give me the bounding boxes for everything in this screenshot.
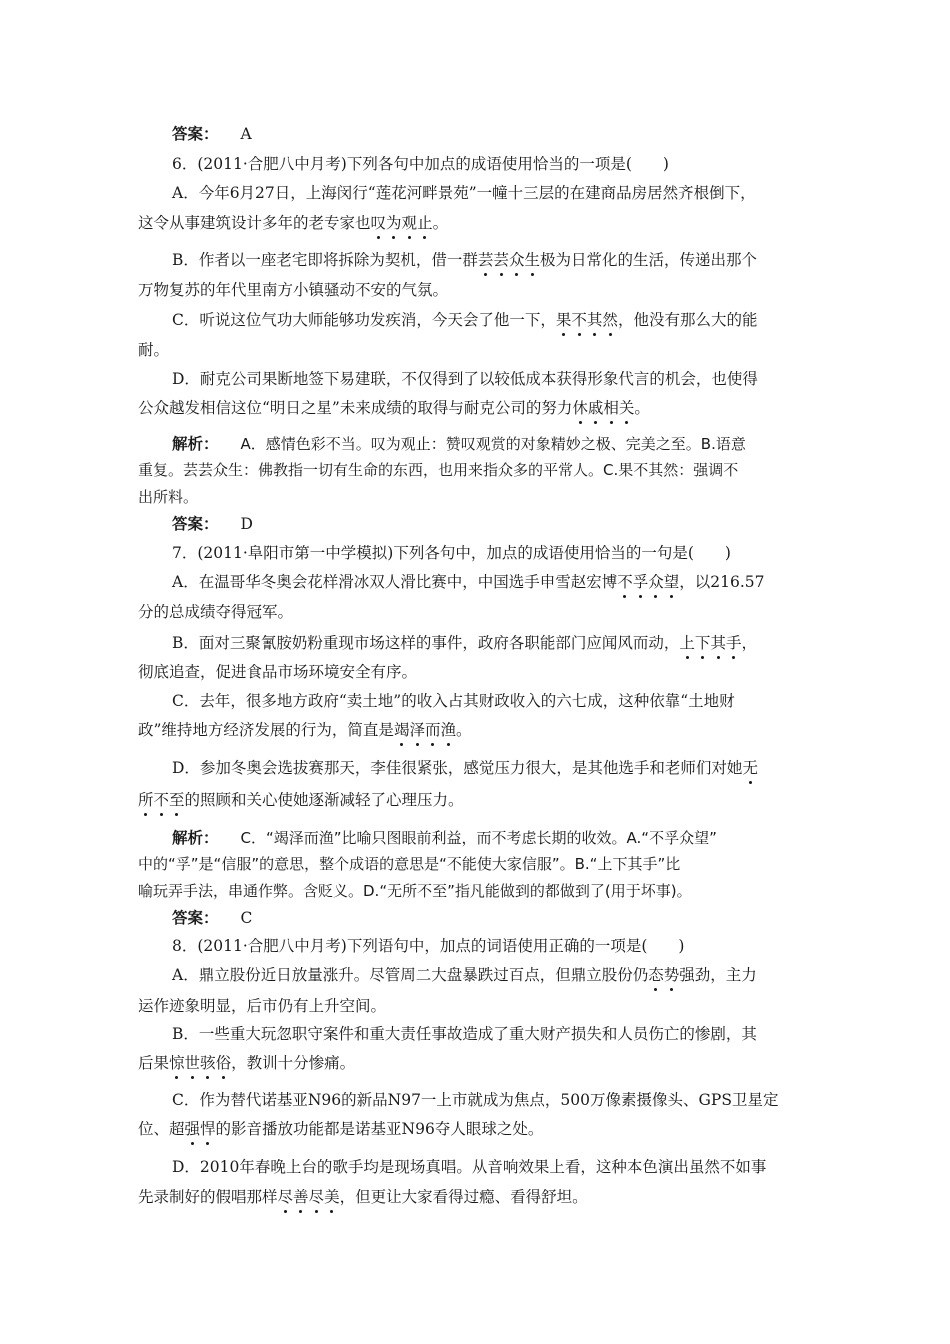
q8-option-a-line1 — [172, 963, 757, 985]
q7-option-c-line1: C．去年，很多地方政府“卖土地”的收入占其财政收入的六七成，这种依靠“土地财 — [172, 692, 735, 710]
emphasis-char: 止 — [417, 211, 433, 233]
q6-stem: 6．(2011·合肥八中月考)下列各句中加点的成语使用恰当的一项是( ) — [172, 155, 669, 173]
emphasis-char: 芸 — [493, 248, 509, 270]
emphasis-char: 尽 — [278, 1185, 294, 1207]
marked-idiom — [617, 573, 679, 591]
emphasis-char: 无 — [742, 756, 758, 778]
emphasis-char: 芸 — [478, 248, 494, 270]
text: 极为日常化的生活，传递出那个 — [539, 251, 757, 269]
q6-option-c-line1 — [172, 308, 757, 330]
q7-analysis-line3: 喻玩弄手法，串通作弊。含贬义。D.“无所不至”指凡能做到的都做到了(用于坏事)。 — [138, 882, 692, 900]
text: 。 — [432, 214, 449, 232]
marked-idiom — [742, 759, 758, 777]
q5-answer-line — [172, 122, 252, 144]
text: 。 — [456, 721, 472, 739]
q7-answer-line — [172, 906, 252, 928]
text: D．参加冬奥会选拔赛那天，李佳很紧张，感觉压力很大，是其他选手和老师们对她 — [172, 759, 743, 777]
emphasis-char: 众 — [648, 570, 664, 592]
analysis-label: 解析： — [172, 828, 219, 847]
q6-option-d-line1: D．耐克公司果断地签下易建联，不仅得到了以较低成本获得形象代言的机会，也使得 — [172, 370, 758, 388]
emphasis-char: 而 — [425, 718, 441, 740]
q7-analysis-line1 — [172, 826, 717, 848]
q7-option-c-line2 — [138, 718, 472, 740]
analysis-label: 解析： — [172, 434, 219, 453]
emphasis-char: 叹 — [371, 211, 387, 233]
q8-option-b-line2 — [138, 1051, 355, 1073]
text: B．作者以一座老宅即将拆除为契机，借一群 — [172, 251, 478, 269]
emphasis-char: 果 — [556, 308, 572, 330]
emphasis-char: 手 — [726, 631, 742, 653]
marked-idiom — [478, 251, 540, 269]
q8-option-d-line2 — [138, 1185, 588, 1207]
q8-option-b-line1: B．一些重大玩忽职守案件和重大责任事故造成了重大财产损失和人员伤亡的惨剧，其 — [172, 1025, 757, 1043]
q6-analysis-line2: 重复。芸芸众生：佛教指一切有生命的东西，也用来指众多的平常人。C.果不其然：强调不 — [138, 461, 739, 479]
marked-word — [169, 1054, 231, 1072]
text: 公众越发相信这位“明日之星”未来成绩的取得与耐克公司的努力 — [138, 399, 573, 417]
analysis-text: A．感情色彩不当。叹为观止：赞叹观赏的对象精妙之极、完美之至。B.语意 — [240, 435, 746, 453]
text: ， — [741, 634, 757, 652]
text: A．在温哥华冬奥会花样滑冰双人滑比赛中，中国选手申雪赵宏博 — [172, 573, 618, 591]
q8-option-d-line1: D．2010年春晚上台的歌手均是现场真唱。从音响效果上看，这种本色演出虽然不如事 — [172, 1158, 767, 1176]
q7-option-b-line2: 彻底追查，促进食品市场环境安全有序。 — [138, 663, 418, 681]
text: 的照顾和关心使她逐渐减轻了心理压力。 — [184, 791, 464, 809]
q7-option-d-line1 — [172, 756, 758, 778]
q6-answer-line — [172, 512, 253, 534]
q8-stem: 8．(2011·合肥八中月考)下列语句中，加点的词语使用正确的一项是( ) — [172, 937, 685, 955]
emphasis-char: 惊 — [169, 1051, 185, 1073]
emphasis-char: 俗 — [216, 1051, 232, 1073]
emphasis-char: 尽 — [309, 1185, 325, 1207]
text: 强劲，主力 — [679, 966, 757, 984]
emphasis-char: 相 — [603, 396, 619, 418]
q8-option-a-line2: 运作迹象明显，后市仍有上升空间。 — [138, 997, 387, 1015]
emphasis-char: 渔 — [440, 718, 456, 740]
text: A．鼎立股份近日放量涨升。尽管周二大盘暴跌过百点，但鼎立股份仍 — [172, 966, 649, 984]
emphasis-char: 所 — [138, 788, 154, 810]
q6-option-d-line2 — [138, 396, 650, 418]
q7-option-a-line1 — [172, 570, 765, 592]
text: 政”维持地方经济发展的行为，简直是 — [138, 721, 394, 739]
emphasis-char: 上 — [679, 631, 695, 653]
emphasis-char: 强 — [185, 1117, 201, 1139]
answer-value: A — [240, 125, 252, 143]
text: ，但更让大家看得过瘾、看得舒坦。 — [339, 1188, 588, 1206]
marked-idiom — [371, 214, 433, 232]
emphasis-char: 然 — [602, 308, 618, 330]
emphasis-char: 不 — [154, 788, 170, 810]
emphasis-char: 至 — [169, 788, 185, 810]
answer-value: D — [240, 515, 253, 533]
text: 先录制好的假唱那样 — [138, 1188, 278, 1206]
emphasis-char: 孚 — [633, 570, 649, 592]
q7-option-a-line2: 分的总成绩夺得冠军。 — [138, 603, 294, 621]
emphasis-char: 观 — [402, 211, 418, 233]
emphasis-char: 关 — [619, 396, 635, 418]
text: 这令从事建筑设计多年的老专家也 — [138, 214, 371, 232]
answer-value: C — [240, 909, 253, 927]
q6-analysis-line3: 出所料。 — [138, 488, 199, 506]
q6-option-a-line2 — [138, 211, 448, 233]
emphasis-char: 善 — [293, 1185, 309, 1207]
emphasis-char: 为 — [386, 211, 402, 233]
q7-option-b-line1 — [172, 631, 757, 653]
text: 的影音播放功能都是诺基亚N96夺人眼球之处。 — [215, 1120, 544, 1138]
analysis-text: C．“竭泽而渔”比喻只图眼前利益，而不考虑长期的收效。A.“不孚众望” — [240, 829, 717, 847]
emphasis-char: 竭 — [394, 718, 410, 740]
emphasis-char: 休 — [572, 396, 588, 418]
emphasis-char: 骇 — [200, 1051, 216, 1073]
text: 。 — [634, 399, 650, 417]
answer-label: 答案： — [172, 908, 219, 927]
emphasis-char: 势 — [664, 963, 680, 985]
text: ，以216.57 — [679, 573, 765, 591]
q8-option-c-line2 — [138, 1117, 543, 1139]
emphasis-char: 其 — [710, 631, 726, 653]
emphasis-char: 世 — [185, 1051, 201, 1073]
emphasis-char: 泽 — [409, 718, 425, 740]
marked-word — [185, 1120, 216, 1138]
marked-word — [278, 1188, 340, 1206]
marked-idiom — [556, 311, 618, 329]
marked-idiom — [394, 721, 456, 739]
q7-option-d-line2 — [138, 788, 464, 810]
text: 后果 — [138, 1054, 170, 1072]
q8-option-c-line1: C．作为替代诺基亚N96的新品N97一上市就成为焦点，500万像素摄像头、GPS卫星定 — [172, 1091, 779, 1109]
text: 位、超 — [138, 1120, 185, 1138]
marked-idiom — [138, 791, 185, 809]
marked-idiom — [572, 399, 634, 417]
emphasis-char: 戚 — [588, 396, 604, 418]
q6-option-b-line1 — [172, 248, 757, 270]
q7-stem: 7．(2011·阜阳市第一中学模拟)下列各句中，加点的成语使用恰当的一句是( ) — [172, 544, 731, 562]
text: B．面对三聚氰胺奶粉重现市场这样的事件，政府各职能部门应闻风而动， — [172, 634, 680, 652]
marked-word — [648, 966, 679, 984]
answer-label: 答案： — [172, 124, 219, 143]
q6-option-a-line1: A．今年6月27日，上海闵行“莲花河畔景苑”一幢十三层的在建商品房居然齐根倒下， — [172, 184, 756, 202]
answer-label: 答案： — [172, 514, 219, 533]
emphasis-char: 其 — [587, 308, 603, 330]
text: ，教训十分惨痛。 — [231, 1054, 356, 1072]
marked-idiom — [679, 634, 741, 652]
q6-option-c-line2: 耐。 — [138, 341, 170, 359]
q6-analysis-line1 — [172, 432, 746, 454]
emphasis-char: 下 — [695, 631, 711, 653]
emphasis-char: 不 — [571, 308, 587, 330]
emphasis-char: 悍 — [200, 1117, 216, 1139]
q7-analysis-line2: 中的“孚”是“信服”的意思，整个成语的意思是“不能使大家信服”。B.“上下其手”比 — [138, 855, 681, 873]
emphasis-char: 生 — [524, 248, 540, 270]
text: ，他没有那么大的能 — [617, 311, 758, 329]
q6-option-b-line2: 万物复苏的年代里南方小镇骚动不安的气氛。 — [138, 281, 449, 299]
emphasis-char: 美 — [324, 1185, 340, 1207]
emphasis-char: 众 — [509, 248, 525, 270]
text: C．听说这位气功大师能够功发疾消，今天会了他一下， — [172, 311, 556, 329]
emphasis-char: 望 — [664, 570, 680, 592]
emphasis-char: 态 — [648, 963, 664, 985]
emphasis-char: 不 — [617, 570, 633, 592]
